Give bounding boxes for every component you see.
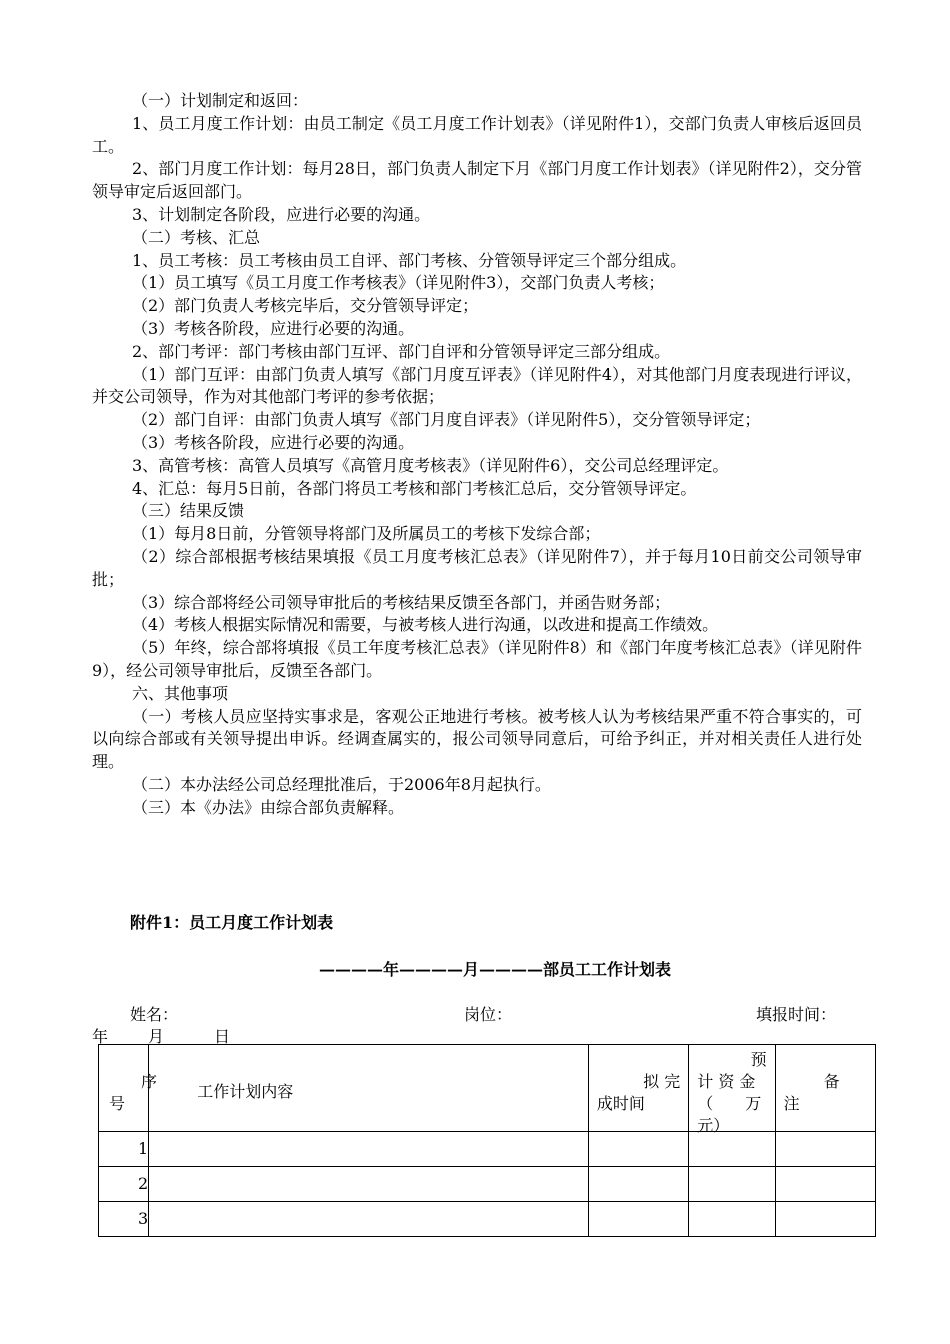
table-title: ————年————月————部员工工作计划表	[318, 960, 671, 979]
header-content-label: 工作计划内容	[197, 1082, 294, 1101]
post-label: 岗位：	[464, 1005, 513, 1024]
header-fund-l2: 计 资 金	[697, 1072, 756, 1091]
table-header-row	[99, 1045, 876, 1132]
name-label: 姓名：	[130, 1005, 179, 1024]
paragraph: （1）员工填写《员工月度工作考核表》（详见附件3），交部门负责人考核；	[132, 273, 665, 293]
paragraph: （3）考核各阶段，应进行必要的沟通。	[132, 432, 415, 452]
row-fund-cell[interactable]	[689, 1132, 775, 1167]
paragraph: （1）每月8日前，分管领导将部门及所属员工的考核下发综合部；	[132, 524, 601, 544]
header-note-bottom: 注	[783, 1094, 800, 1113]
work-plan-table	[98, 1044, 876, 1237]
paragraph: 4、汇总：每月5日前，各部门将员工考核和部门考核汇总后，交分管领导评定。	[132, 478, 697, 498]
paragraph: 2、部门月度工作计划：每月28日，部门负责人制定下月《部门月度工作计划表》（详见附件2），交分管领导审定后返回部门。	[92, 159, 862, 202]
row-time-cell[interactable]	[588, 1167, 688, 1202]
date-year: 年	[92, 1027, 109, 1046]
fill-time-label: 填报时间：	[756, 1005, 837, 1024]
paragraph: （一）计划制定和返回：	[132, 91, 309, 110]
row-content-cell[interactable]	[149, 1202, 589, 1237]
paragraph: （2）综合部根据考核结果填报《员工月度考核汇总表》（详见附件7），并于每月10日前交公司领导审批；	[92, 546, 862, 589]
header-note	[775, 1045, 875, 1132]
row-time-cell[interactable]	[588, 1132, 688, 1167]
row-number: 2	[99, 1167, 149, 1202]
header-content	[149, 1045, 589, 1132]
paragraph: （3）综合部将经公司领导审批后的考核结果反馈至各部门，并函告财务部；	[132, 592, 671, 612]
row-number: 3	[99, 1202, 149, 1237]
paragraph: 1、员工月度工作计划：由员工制定《员工月度工作计划表》（详见附件1），交部门负责人审核后返回员工。	[92, 113, 862, 156]
paragraph: （3）考核各阶段，应进行必要的沟通。	[132, 318, 415, 338]
table-row	[99, 1167, 876, 1202]
paragraph: 3、计划制定各阶段，应进行必要的沟通。	[132, 204, 431, 224]
table-row	[99, 1132, 876, 1167]
paragraph: 3、高管考核：高管人员填写《高管月度考核表》（详见附件6），交公司总经理评定。	[132, 455, 729, 475]
header-note-top: 备	[823, 1072, 840, 1091]
row-note-cell[interactable]	[775, 1167, 875, 1202]
header-time-bottom: 成时间	[596, 1094, 645, 1113]
header-seq-top: 序	[141, 1072, 158, 1091]
row-number: 1	[99, 1132, 149, 1167]
header-seq	[99, 1045, 158, 1132]
row-fund-cell[interactable]	[689, 1167, 775, 1202]
paragraph: （一）考核人员应坚持实事求是，客观公正地进行考核。被考核人认为考核结果严重不符合事实的，可以向综合部或有关领导提出申诉。经调查属实的，报公司领导同意后，可给予纠正，并对相关责任人进行处理。	[92, 706, 862, 772]
body-text	[92, 90, 862, 820]
header-seq-bottom: 号	[109, 1094, 126, 1113]
paragraph: （1）部门互评：由部门负责人填写《部门月度互评表》（详见附件4），对其他部门月度表现进行评议，并交公司领导，作为对其他部门考评的参考依据；	[92, 364, 862, 407]
row-note-cell[interactable]	[775, 1202, 875, 1237]
header-time-top: 拟 完	[643, 1072, 681, 1091]
paragraph: 2、部门考评：部门考核由部门互评、部门自评和分管领导评定三部分组成。	[132, 341, 671, 361]
row-content-cell[interactable]	[149, 1167, 589, 1202]
header-fund-l1: 预	[750, 1050, 767, 1069]
row-fund-cell[interactable]	[689, 1202, 775, 1237]
date-month: 月	[148, 1027, 165, 1046]
header-fund	[689, 1045, 775, 1135]
paragraph: （2）部门负责人考核完毕后，交分管领导评定；	[132, 296, 479, 316]
paragraph: 1、员工考核：员工考核由员工自评、部门考核、分管领导评定三个部分组成。	[132, 250, 687, 270]
row-content-cell[interactable]	[149, 1132, 589, 1167]
header-fund-l3: （ 万	[697, 1094, 762, 1113]
paragraph: （二）本办法经公司总经理批准后，于2006年8月起执行。	[132, 774, 551, 794]
paragraph: （二）考核、汇总	[132, 227, 261, 247]
row-time-cell[interactable]	[588, 1202, 688, 1237]
annex-title: 附件1：员工月度工作计划表	[130, 913, 334, 932]
row-note-cell[interactable]	[775, 1132, 875, 1167]
section-heading: 六、其他事项	[132, 683, 229, 703]
table-row	[99, 1202, 876, 1237]
paragraph: （三）本《办法》由综合部负责解释。	[132, 797, 405, 817]
paragraph: （三）结果反馈	[132, 501, 245, 521]
date-day: 日	[214, 1027, 231, 1046]
header-time	[588, 1045, 688, 1132]
header-fund-l4: 元）	[697, 1116, 730, 1135]
paragraph: （5）年终，综合部将填报《员工年度考核汇总表》（详见附件8）和《部门年度考核汇总表》（详见附件9），经公司领导审批后，反馈至各部门。	[92, 638, 862, 680]
paragraph: （4）考核人根据实际情况和需要，与被考核人进行沟通，以改进和提高工作绩效。	[132, 615, 719, 635]
paragraph: （2）部门自评：由部门负责人填写《部门月度自评表》（详见附件5），交分管领导评定；	[132, 410, 761, 430]
